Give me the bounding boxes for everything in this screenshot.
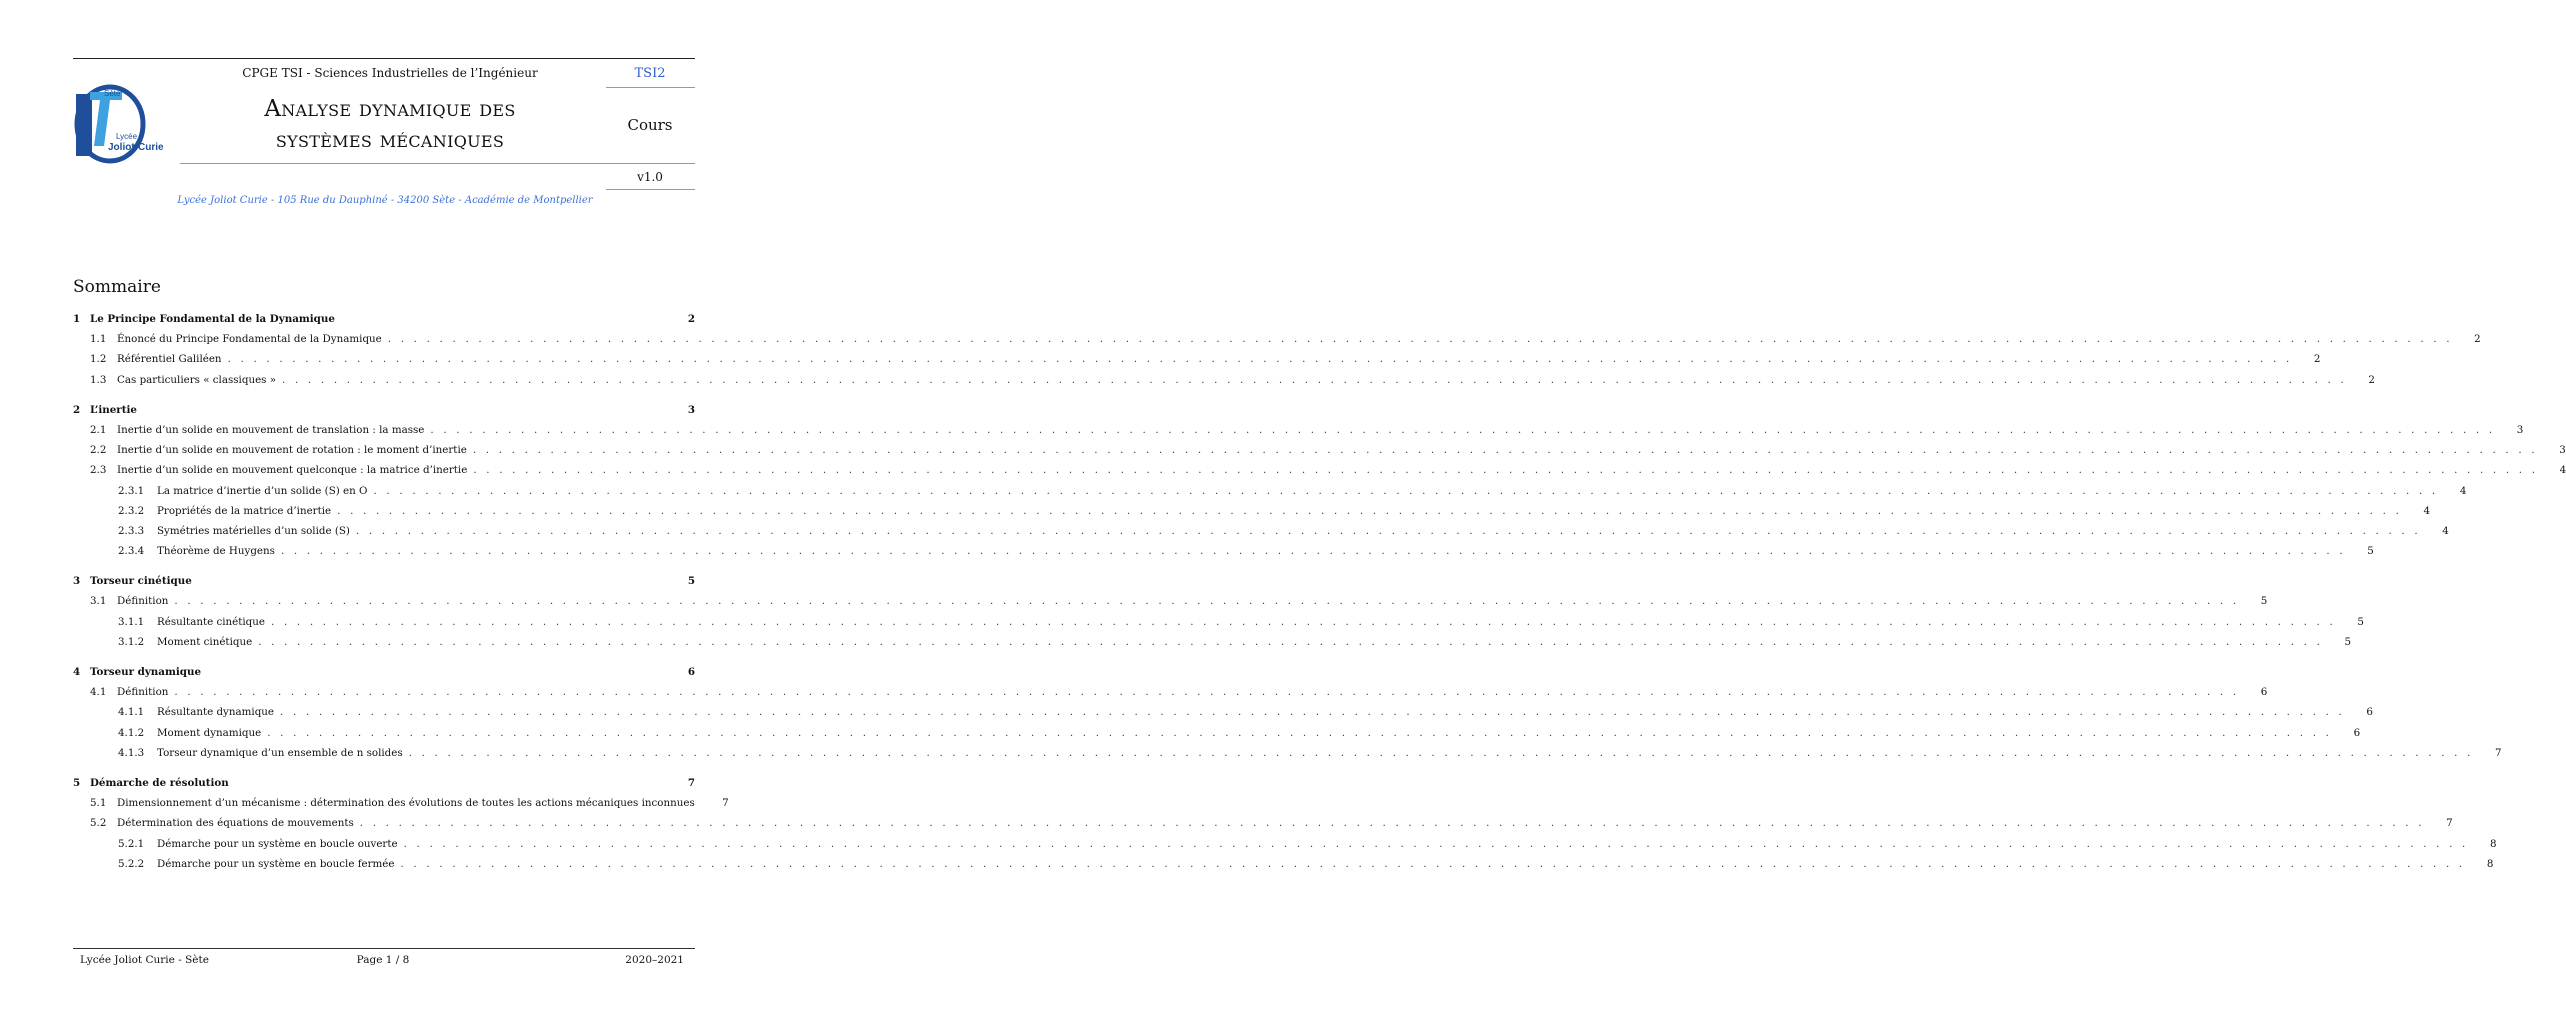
toc-entry-page: 3	[2516, 423, 2524, 436]
header-subject: CPGE TSI - Sciences Industrielles de l’Ingénieur	[242, 66, 538, 80]
toc-dot-leader: . . . . . . . . . . . . . . . . . . . . . . . . . . . . . . . . . . . . . . . . . . . . . . . . . . . . . . . . . . . . . . . . . . . . . . . . . . . . . . . . . . . . . . . . . . . . . . . . . . . . . . . . . . . . . . . . . . . . . . . . . . . . . . . . . . . . . . . . . . . . . . . . . . . . . . . . . . . . . . . .	[400, 857, 2466, 870]
toc-heading: Sommaire	[73, 277, 161, 297]
toc-subsubsection-row[interactable]	[73, 746, 2502, 767]
toc-entry-label: La matrice d’inertie d’un solide (S) en O	[157, 484, 368, 497]
toc-entry-page: 8	[2486, 857, 2494, 870]
toc-dot-leader: . . . . . . . . . . . . . . . . . . . . . . . . . . . . . . . . . . . . . . . . . . . . . . . . . . . . . . . . . . . . . . . . . . . . . . . . . . . . . . . . . . . . . . . . . . . . . . . . . . . . . . . . . . . . . . . . . . . . . . . . . . . . . . . . . . . . . . . . . . . . . . . . . . . . . . . . . . . . . . . .	[337, 504, 2403, 517]
toc-section	[73, 403, 2566, 566]
toc-subsubsection-row[interactable]	[73, 726, 2361, 747]
header-doc-type: Cours	[627, 116, 673, 134]
toc-entry-number: 2.2	[90, 444, 107, 457]
header-rule-class	[606, 87, 695, 88]
toc-entry-page: 3	[2559, 444, 2566, 457]
footer-rule	[73, 948, 695, 949]
toc-subsubsection-row[interactable]	[73, 615, 2364, 636]
toc-entry-page: 7	[2495, 746, 2502, 759]
toc-dot-leader: . . . . . . . . . . . . . . . . . . . . . . . . . . . . . . . . . . . . . . . . . . . . . . . . . . . . . . . . . . . . . . . . . . . . . . . . . . . . . . . . . . . . . . . . . . . . . . . . . . . . . . . . . . . . . . . . . . . . . . . . . . . . . . . . . . . . . . . . . . . . . . . . . . . . . . . . . . . . . . . .	[280, 545, 2346, 558]
toc-entry-number: 5	[73, 776, 81, 789]
header-class-tag: TSI2	[634, 66, 666, 81]
toc-entry-label: Définition	[117, 595, 169, 608]
toc-entry-number: 4	[73, 666, 81, 678]
toc-dot-leader: . . . . . . . . . . . . . . . . . . . . . . . . . . . . . . . . . . . . . . . . . . . . . . . . . . . . . . . . . . . . . . . . . . . . . . . . . . . . . . . . . . . . . . . . . . . . . . . . . . . . . . . . . . . . . . . . . . . . . . . . . . . . . . . . . . . . . . . . . . . . . . . . . . . . . . . . . . . . . . . .	[258, 635, 2324, 648]
toc-entry-page: 5	[2357, 615, 2364, 628]
toc-entry-label: Démarche pour un système en boucle ouverte	[157, 837, 398, 850]
toc-subsection-row[interactable]	[73, 333, 2481, 353]
toc-entry-label: L’inertie	[90, 403, 137, 416]
toc-entry-number: 2.3	[90, 464, 107, 477]
toc-entry-label: Inertie d’un solide en mouvement quelconque : la matrice d’inertie	[117, 464, 468, 477]
toc-entry-number: 1.2	[90, 353, 107, 366]
toc-entry-page: 2	[2474, 333, 2481, 346]
toc-entry-label: Le Principe Fondamental de la Dynamique	[90, 313, 335, 325]
toc-entry-number: 3.1	[90, 595, 107, 608]
school-logo	[70, 82, 166, 168]
toc-section-row[interactable]	[73, 313, 695, 333]
toc-dot-leader: . . . . . . . . . . . . . . . . . . . . . . . . . . . . . . . . . . . . . . . . . . . . . . . . . . . . . . . . . . . . . . . . . . . . . . . . . . . . . . . . . . . . . . . . . . . . . . . . . . . . . . . . . . . . . . . . . . . . . . . . . . . . . . . . . . . . . . . . . . . . . . . . . . . . . . . . . . . . . . . .	[355, 524, 2421, 537]
toc-subsubsection-row[interactable]	[73, 706, 2373, 726]
toc-entry-number: 2.3.2	[118, 504, 145, 517]
toc-dot-leader: . . . . . . . . . . . . . . . . . . . . . . . . . . . . . . . . . . . . . . . . . . . . . . . . . . . . . . . . . . . . . . . . . . . . . . . . . . . . . . . . . . . . . . . . . . . . . . . . . . . . . . . . . . . . . . . . . . . . . . . . . . . . . . . . . . . . . . . . . . . . . . . . . . . . . . . . . . . . . . . .	[373, 484, 2439, 497]
toc-entry-label: Détermination des équations de mouvements	[117, 817, 354, 830]
toc-entry-number: 5.2	[90, 817, 107, 830]
toc-section	[73, 313, 2481, 394]
toc-dot-leader: . . . . . . . . . . . . . . . . . . . . . . . . . . . . . . . . . . . . . . . . . . . . . . . . . . . . . . . . . . . . . . . . . . . . . . . . . . . . . . . . . . . . . . . . . . . . . . . . . . . . . . . . . . . . . . . . . . . . . . . . . . . . . . . . . . . . . . . . . . . . . . . . . . . . . . . . . . . . . . . .	[403, 837, 2469, 850]
logo-word-top: Sète	[104, 89, 121, 98]
page-title	[180, 94, 600, 156]
toc-entry-number: 3.1.2	[118, 635, 145, 648]
toc-entry-number: 2.3.4	[118, 545, 145, 558]
toc-entry-number: 4.1.3	[118, 746, 145, 759]
footer-school-year: 2020–2021	[625, 954, 684, 966]
toc-entry-page: 5	[2260, 595, 2268, 608]
toc-entry-label: Résultante cinétique	[157, 615, 266, 628]
toc-section	[73, 776, 2497, 878]
toc-subsection-row[interactable]	[73, 353, 2321, 373]
toc-entry-number: 3	[73, 575, 81, 588]
toc-entry-number: 2.3.3	[118, 524, 145, 537]
toc-entry-label: Moment cinétique	[157, 635, 253, 648]
toc-subsection-row[interactable]	[73, 464, 2566, 484]
toc-entry-number: 4.1	[90, 686, 107, 699]
toc-entry-label: Inertie d’un solide en mouvement de translation : la masse	[117, 423, 425, 436]
header-rule-main	[180, 163, 695, 164]
toc-dot-leader: . . . . . . . . . . . . . . . . . . . . . . . . . . . . . . . . . . . . . . . . . . . . . . . . . . . . . . . . . . . . . . . . . . . . . . . . . . . . . . . . . . . . . . . . . . . . . . . . . . . . . . . . . . . . . . . . . . . . . . . . . . . . . . . . . . . . . . . . . . . . . . . . . . . . . . . . . . . . . . . .	[280, 706, 2345, 719]
toc-entry-number: 5.1	[90, 797, 107, 810]
toc-entry-label: Définition	[117, 686, 169, 699]
toc-dot-leader: . . . . . . . . . . . . . . . . . . . . . . . . . . . . . . . . . . . . . . . . . . . . . . . . . . . . . . . . . . . . . . . . . . . . . . . . . . . . . . . . . . . . . . . . . . . . . . . . . . . . . . . . . . . . . . . . . . . . . . . . . . . . . . . . . . . . . . . . . . . . . . . . . . . . . . . . . . . . . . . .	[408, 746, 2474, 759]
toc-entry-number: 1.3	[90, 373, 107, 386]
table-of-contents	[73, 313, 2566, 888]
toc-entry-page: 4	[2442, 524, 2449, 537]
toc-entry-page: 2	[2368, 373, 2375, 386]
toc-entry-page: 7	[722, 797, 729, 810]
toc-entry-number: 4.1.1	[118, 706, 145, 719]
toc-entry-label: Théorème de Huygens	[157, 545, 275, 558]
toc-entry-label: Inertie d’un solide en mouvement de rotation : le moment d’inertie	[117, 444, 467, 457]
toc-section-row[interactable]	[73, 777, 695, 797]
toc-entry-label: Démarche de résolution	[90, 776, 229, 789]
logo-bar	[76, 94, 92, 156]
toc-entry-page: 6	[2260, 686, 2268, 699]
toc-entry-page: 2	[687, 313, 695, 325]
toc-entry-label: Cas particuliers « classiques »	[117, 373, 277, 386]
toc-subsubsection-row[interactable]	[73, 504, 2431, 525]
toc-entry-number: 2.3.1	[118, 484, 145, 497]
toc-entry-number: 4.1.2	[118, 726, 145, 739]
toc-entry-label: Symétries matérielles d’un solide (S)	[157, 524, 350, 537]
toc-entry-number: 5.2.1	[118, 837, 145, 850]
toc-section-row[interactable]	[73, 575, 695, 595]
toc-subsection-row[interactable]	[73, 686, 2268, 706]
toc-entry-page: 2	[2313, 353, 2321, 366]
toc-subsection-row[interactable]	[73, 817, 2453, 837]
toc-entry-page: 8	[2489, 837, 2497, 850]
toc-entry-label: Énoncé du Principe Fondamental de la Dynamique	[117, 333, 382, 346]
school-address: Lycée Joliot Curie - 105 Rue du Dauphiné - 34200 Sète - Académie de Montpellier	[177, 195, 593, 206]
header-version: v1.0	[637, 170, 663, 184]
toc-dot-leader: . . . . . . . . . . . . . . . . . . . . . . . . . . . . . . . . . . . . . . . . . . . . . . . . . . . . . . . . . . . . . . . . . . . . . . . . . . . . . . . . . . . . . . . . . . . . . . . . . . . . . . . . . . . . . . . . . . . . . . . . . . . . . . . . . . . . . . . . . . . . . . . . . . . . . . . . . . . . . . . .	[271, 615, 2336, 628]
toc-entry-page: 6	[2353, 726, 2361, 739]
toc-entry-label: Dimensionnement d’un mécanisme : détermination des évolutions de toutes les actions mécaniques inconnues	[117, 797, 695, 810]
toc-entry-page: 3	[687, 403, 695, 416]
toc-dot-leader: . . . . . . . . . . . . . . . . . . . . . . . . . . . . . . . . . . . . . . . . . . . . . . . . . . . . . . . . . . . . . . . . . . . . . . . . . . . . . . . . . . . . . . . . . . . . . . . . . . . . . . . . . . . . . . . . . . . . . . . . . . . . . . . . . . . . . . . . . . . . . . . . . . . . . . . . . . . . . . . .	[387, 333, 2453, 346]
toc-entry-page: 5	[2344, 635, 2352, 648]
toc-entry-number: 1.1	[90, 333, 107, 346]
toc-entry-number: 3.1.1	[118, 615, 145, 628]
toc-subsubsection-row[interactable]	[73, 837, 2497, 858]
toc-dot-leader: . . . . . . . . . . . . . . . . . . . . . . . . . . . . . . . . . . . . . . . . . . . . . . . . . . . . . . . . . . . . . . . . . . . . . . . . . . . . . . . . . . . . . . . . . . . . . . . . . . . . . . . . . . . . . . . . . . . . . . . . . . . . . . . . . . . . . . . . . . . . . . . . . . . . . . . . . . . . . . . .	[430, 423, 2496, 436]
page-title-line-2: systèmes mécaniques	[275, 127, 505, 153]
toc-dot-leader: . . . . . . . . . . . . . . . . . . . . . . . . . . . . . . . . . . . . . . . . . . . . . . . . . . . . . . . . . . . . . . . . . . . . . . . . . . . . . . . . . . . . . . . . . . . . . . . . . . . . . . . . . . . . . . . . . . . . . . . . . . . . . . . . . . . . . . . . . . . . . . . . . . . . . . . . . . . . . . . .	[359, 817, 2425, 830]
footer-page-number: Page 1 / 8	[356, 954, 410, 966]
toc-entry-number: 2.1	[90, 423, 107, 436]
toc-entry-page: 4	[2459, 484, 2467, 497]
toc-subsubsection-row[interactable]	[73, 545, 2374, 565]
toc-subsubsection-row[interactable]	[73, 857, 2494, 878]
header-rule-version	[606, 189, 695, 190]
toc-dot-leader: . . . . . . . . . . . . . . . . . . . . . . . . . . . . . . . . . . . . . . . . . . . . . . . . . . . . . . . . . . . . . . . . . . . . . . . . . . . . . . . . . . . . . . . . . . . . . . . . . . . . . . . . . . . . . . . . . . . . . . . . . . . . . . . . . . . . . . . . . . . . . . . . . . . . . . . . . . . . . . . .	[282, 373, 2347, 386]
toc-entry-page: 6	[2366, 706, 2373, 719]
footer-school: Lycée Joliot Curie - Sète	[80, 954, 209, 966]
toc-entry-number: 2	[73, 403, 81, 416]
toc-entry-label: Référentiel Galiléen	[117, 353, 222, 366]
toc-subsection-row[interactable]	[73, 423, 2524, 444]
toc-subsubsection-row[interactable]	[73, 635, 2352, 656]
toc-entry-label: Propriétés de la matrice d’inertie	[157, 504, 332, 517]
toc-entry-page: 4	[2559, 464, 2566, 477]
toc-entry-label: Résultante dynamique	[157, 706, 275, 719]
toc-section-row[interactable]	[73, 666, 695, 686]
toc-section	[73, 575, 2364, 656]
toc-subsection-row[interactable]	[73, 595, 2268, 615]
toc-entry-number: 1	[73, 313, 81, 325]
toc-dot-leader: . . . . . . . . . . . . . . . . . . . . . . . . . . . . . . . . . . . . . . . . . . . . . . . . . . . . . . . . . . . . . . . . . . . . . . . . . . . . . . . . . . . . . . . . . . . . . . . . . . . . . . . . . . . . . . . . . . . . . . . . . . . . . . . . . . . . . . . . . . . . . . . . . . . . . . . . . . . . . . . .	[473, 464, 2539, 477]
toc-dot-leader: . . . . . . . . . . . . . . . . . . . . . . . . . . . . . . . . . . . . . . . . . . . . . . . . . . . . . . . . . . . . . . . . . . . . . . . . . . . . . . . . . . . . . . . . . . . . . . . . . . . . . . . . . . . . . . . . . . . . . . . . . . . . . . . . . . . . . . . . . . . . . . . . . . . . . . . . . . . . . . . .	[472, 444, 2538, 457]
page-title-line-1: Analyse dynamique des	[264, 96, 516, 122]
toc-entry-page: 5	[687, 575, 695, 588]
toc-subsection-row[interactable]	[73, 444, 2566, 464]
toc-entry-label: Torseur dynamique d’un ensemble de n solides	[157, 746, 403, 759]
toc-entry-label: Démarche pour un système en boucle fermée	[157, 857, 395, 870]
toc-entry-page: 7	[687, 776, 695, 789]
toc-entry-label: Moment dynamique	[157, 726, 262, 739]
toc-subsection-row[interactable]	[73, 797, 729, 817]
toc-dot-leader: . . . . . . . . . . . . . . . . . . . . . . . . . . . . . . . . . . . . . . . . . . . . . . . . . . . . . . . . . . . . . . . . . . . . . . . . . . . . . . . . . . . . . . . . . . . . . . . . . . . . . . . . . . . . . . . . . . . . . . . . . . . . . . . . . . . . . . . . . . . . . . . . . . . . . . . . . . . . . . . .	[267, 726, 2333, 739]
toc-entry-page: 6	[687, 666, 695, 678]
toc-dot-leader: . . . . . . . . . . . . . . . . . . . . . . . . . . . . . . . . . . . . . . . . . . . . . . . . . . . . . . . . . . . . . . . . . . . . . . . . . . . . . . . . . . . . . . . . . . . . . . . . . . . . . . . . . . . . . . . . . . . . . . . . . . . . . . . . . . . . . . . . . . . . . . . . . . . . . . . . . . . . . . . .	[227, 353, 2293, 366]
toc-entry-page: 7	[2446, 817, 2453, 830]
toc-subsubsection-row[interactable]	[73, 524, 2449, 545]
header-top-rule	[73, 58, 695, 59]
logo-word-mid: Lycée	[116, 132, 138, 141]
toc-entry-page: 4	[2423, 504, 2431, 517]
logo-word-bottom: Joliot-Curie	[108, 142, 164, 153]
toc-section	[73, 666, 2502, 767]
toc-subsection-row[interactable]	[73, 373, 2375, 394]
toc-entry-page: 5	[2367, 545, 2374, 558]
toc-entry-number: 5.2.2	[118, 857, 145, 870]
toc-dot-leader: . . . . . . . . . . . . . . . . . . . . . . . . . . . . . . . . . . . . . . . . . . . . . . . . . . . . . . . . . . . . . . . . . . . . . . . . . . . . . . . . . . . . . . . . . . . . . . . . . . . . . . . . . . . . . . . . . . . . . . . . . . . . . . . . . . . . . . . . . . . . . . . . . . . . . . . . . . . . . . . .	[174, 595, 2240, 608]
toc-section-row[interactable]	[73, 404, 695, 424]
toc-entry-label: Torseur cinétique	[90, 575, 192, 588]
toc-dot-leader: . . . . . . . . . . . . . . . . . . . . . . . . . . . . . . . . . . . . . . . . . . . . . . . . . . . . . . . . . . . . . . . . . . . . . . . . . . . . . . . . . . . . . . . . . . . . . . . . . . . . . . . . . . . . . . . . . . . . . . . . . . . . . . . . . . . . . . . . . . . . . . . . . . . . . . . . . . . . . . . .	[174, 686, 2240, 699]
toc-subsubsection-row[interactable]	[73, 484, 2467, 505]
toc-entry-label: Torseur dynamique	[90, 666, 202, 678]
